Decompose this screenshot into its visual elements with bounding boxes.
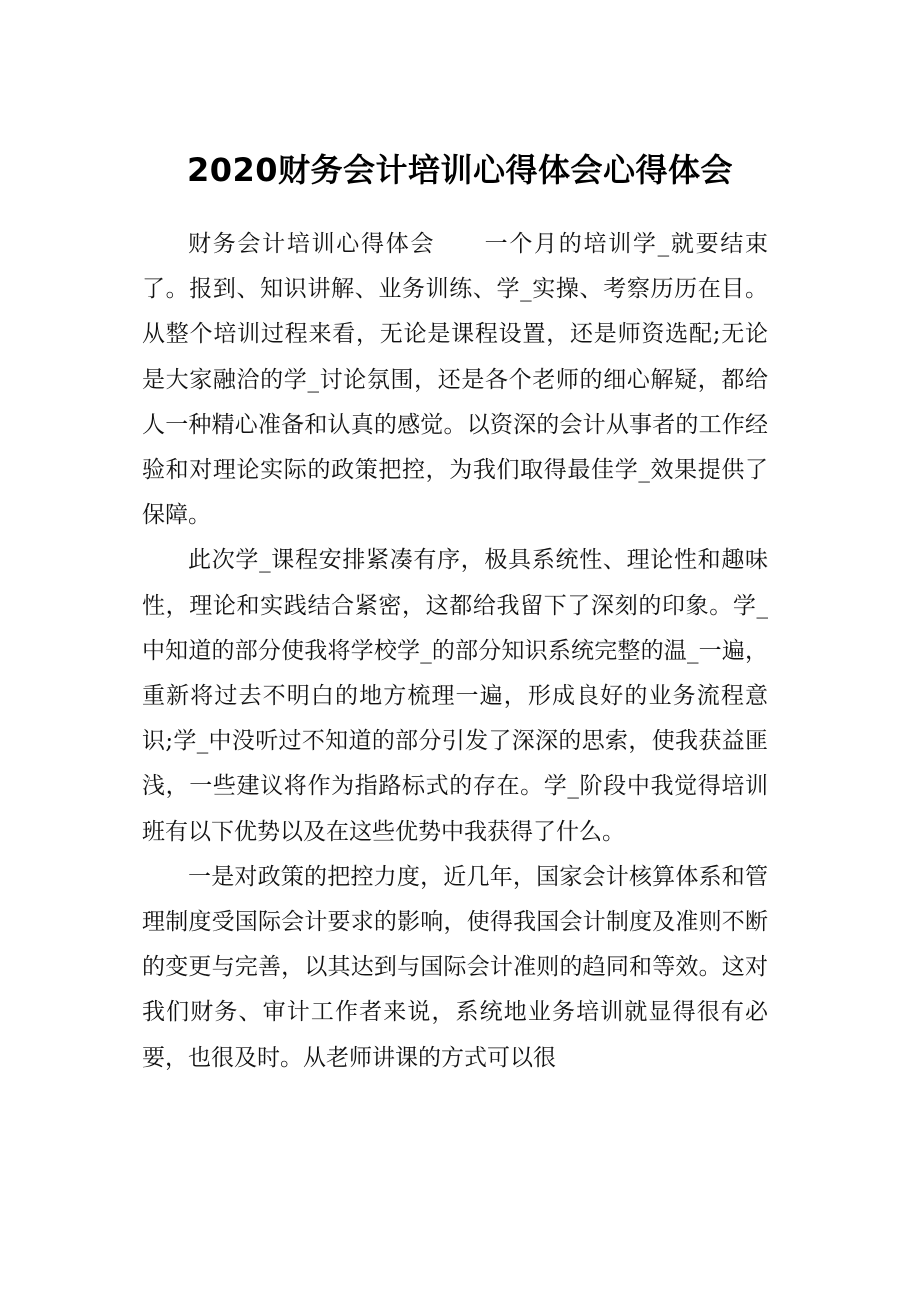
paragraph-3: 一是对政策的把控力度，近几年，国家会计核算体系和管理制度受国际会计要求的影响，使得我国会计制度及准则不断的变更与完善，以其达到与国际会计准则的趋同和等效。这对我们财务、审计工作者来说，系统地业务培训就显得很有必要，也很及时。从老师讲课的方式可以很 [142,863,768,1071]
paragraph-2: 此次学_课程安排紧凑有序，极具系统性、理论性和趣味性，理论和实践结合紧密，这都给我留下了深刻的印象。学_中知道的部分使我将学校学_的部分知识系统完整的温_一遍，重新将过去不明白的地方梳理一遍，形成良好的业务流程意识;学_中没听过不知道的部分引发了深深的思索，使我获益匪浅，一些建议将作为指路标式的存在。学_阶段中我觉得培训班有以下优势以及在这些优势中我获得了什么。 [142,547,768,845]
paragraph-1: 财务会计培训心得体会 一个月的培训学_就要结束了。报到、知识讲解、业务训练、学_实操、考察历历在目。从整个培训过程来看，无论是课程设置，还是师资选配;无论是大家融洽的学_讨论氛围，还是各个老师的细心解疑，都给人一种精心准备和认真的感觉。以资深的会计从事者的工作经验和对理论实际的政策把控，为我们取得最佳学_效果提供了保障。 [142,231,768,529]
document-title: 2020财务会计培训心得体会心得体会 [186,151,734,189]
document-body [142,222,768,1081]
